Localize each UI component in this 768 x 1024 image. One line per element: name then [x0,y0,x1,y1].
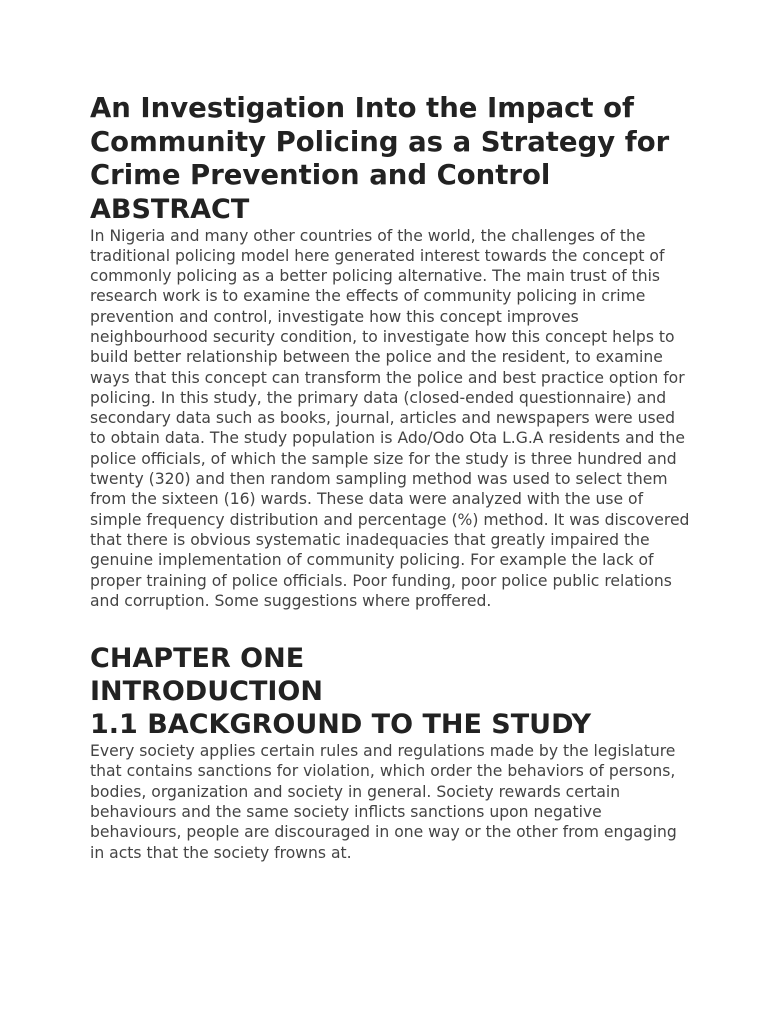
chapter-subheading: INTRODUCTION [90,676,323,708]
document-page [90,92,690,863]
chapter-heading: CHAPTER ONE [90,643,305,675]
section-heading: 1.1 BACKGROUND TO THE STUDY [90,709,592,741]
abstract-paragraph: In Nigeria and many other countries of the world, the challenges of the traditional policing model here generated interest towards the concept of commonly policing as a better policing alternative. The main trust of this research work is to examine the effects of community policing in crime prevention and control, investigate how this concept improves neighbourhood security condition, to investigate how this concept helps to build better relationship between the police and the resident, to examine ways that this concept can transform the police and best practice option for policing. In this study, the primary data (closed-ended questionnaire) and secondary data such as books, journal, articles and newspapers were used to obtain data. The study population is Ado/Odo Ota L.G.A residents and the police officials, of which the sample size for the study is three hundred and twenty (320) and then random sampling method was used to select them from the sixteen (16) wards. These data were analyzed with the use of simple frequency distribution and percentage (%) method. It was discovered that there is obvious systematic inadequacies that greatly impaired the genuine implementation of community policing. For example the lack of proper training of police officials. Poor funding, poor police public relations and corruption. Some suggestions where proffered. [90,226,690,610]
document-title: An Investigation Into the Impact of Community Policing as a Strategy for Crime Prevention and Control [90,92,670,191]
abstract-heading: ABSTRACT [90,193,250,225]
section-paragraph: Every society applies certain rules and regulations made by the legislature that contains sanctions for violation, which order the behaviors of persons, bodies, organization and society in general. Society rewards certain behaviours and the same society inflicts sanctions upon negative behaviours, people are discouraged in one way or the other from engaging in acts that the society frowns at. [90,742,677,862]
section-spacer [90,611,690,642]
